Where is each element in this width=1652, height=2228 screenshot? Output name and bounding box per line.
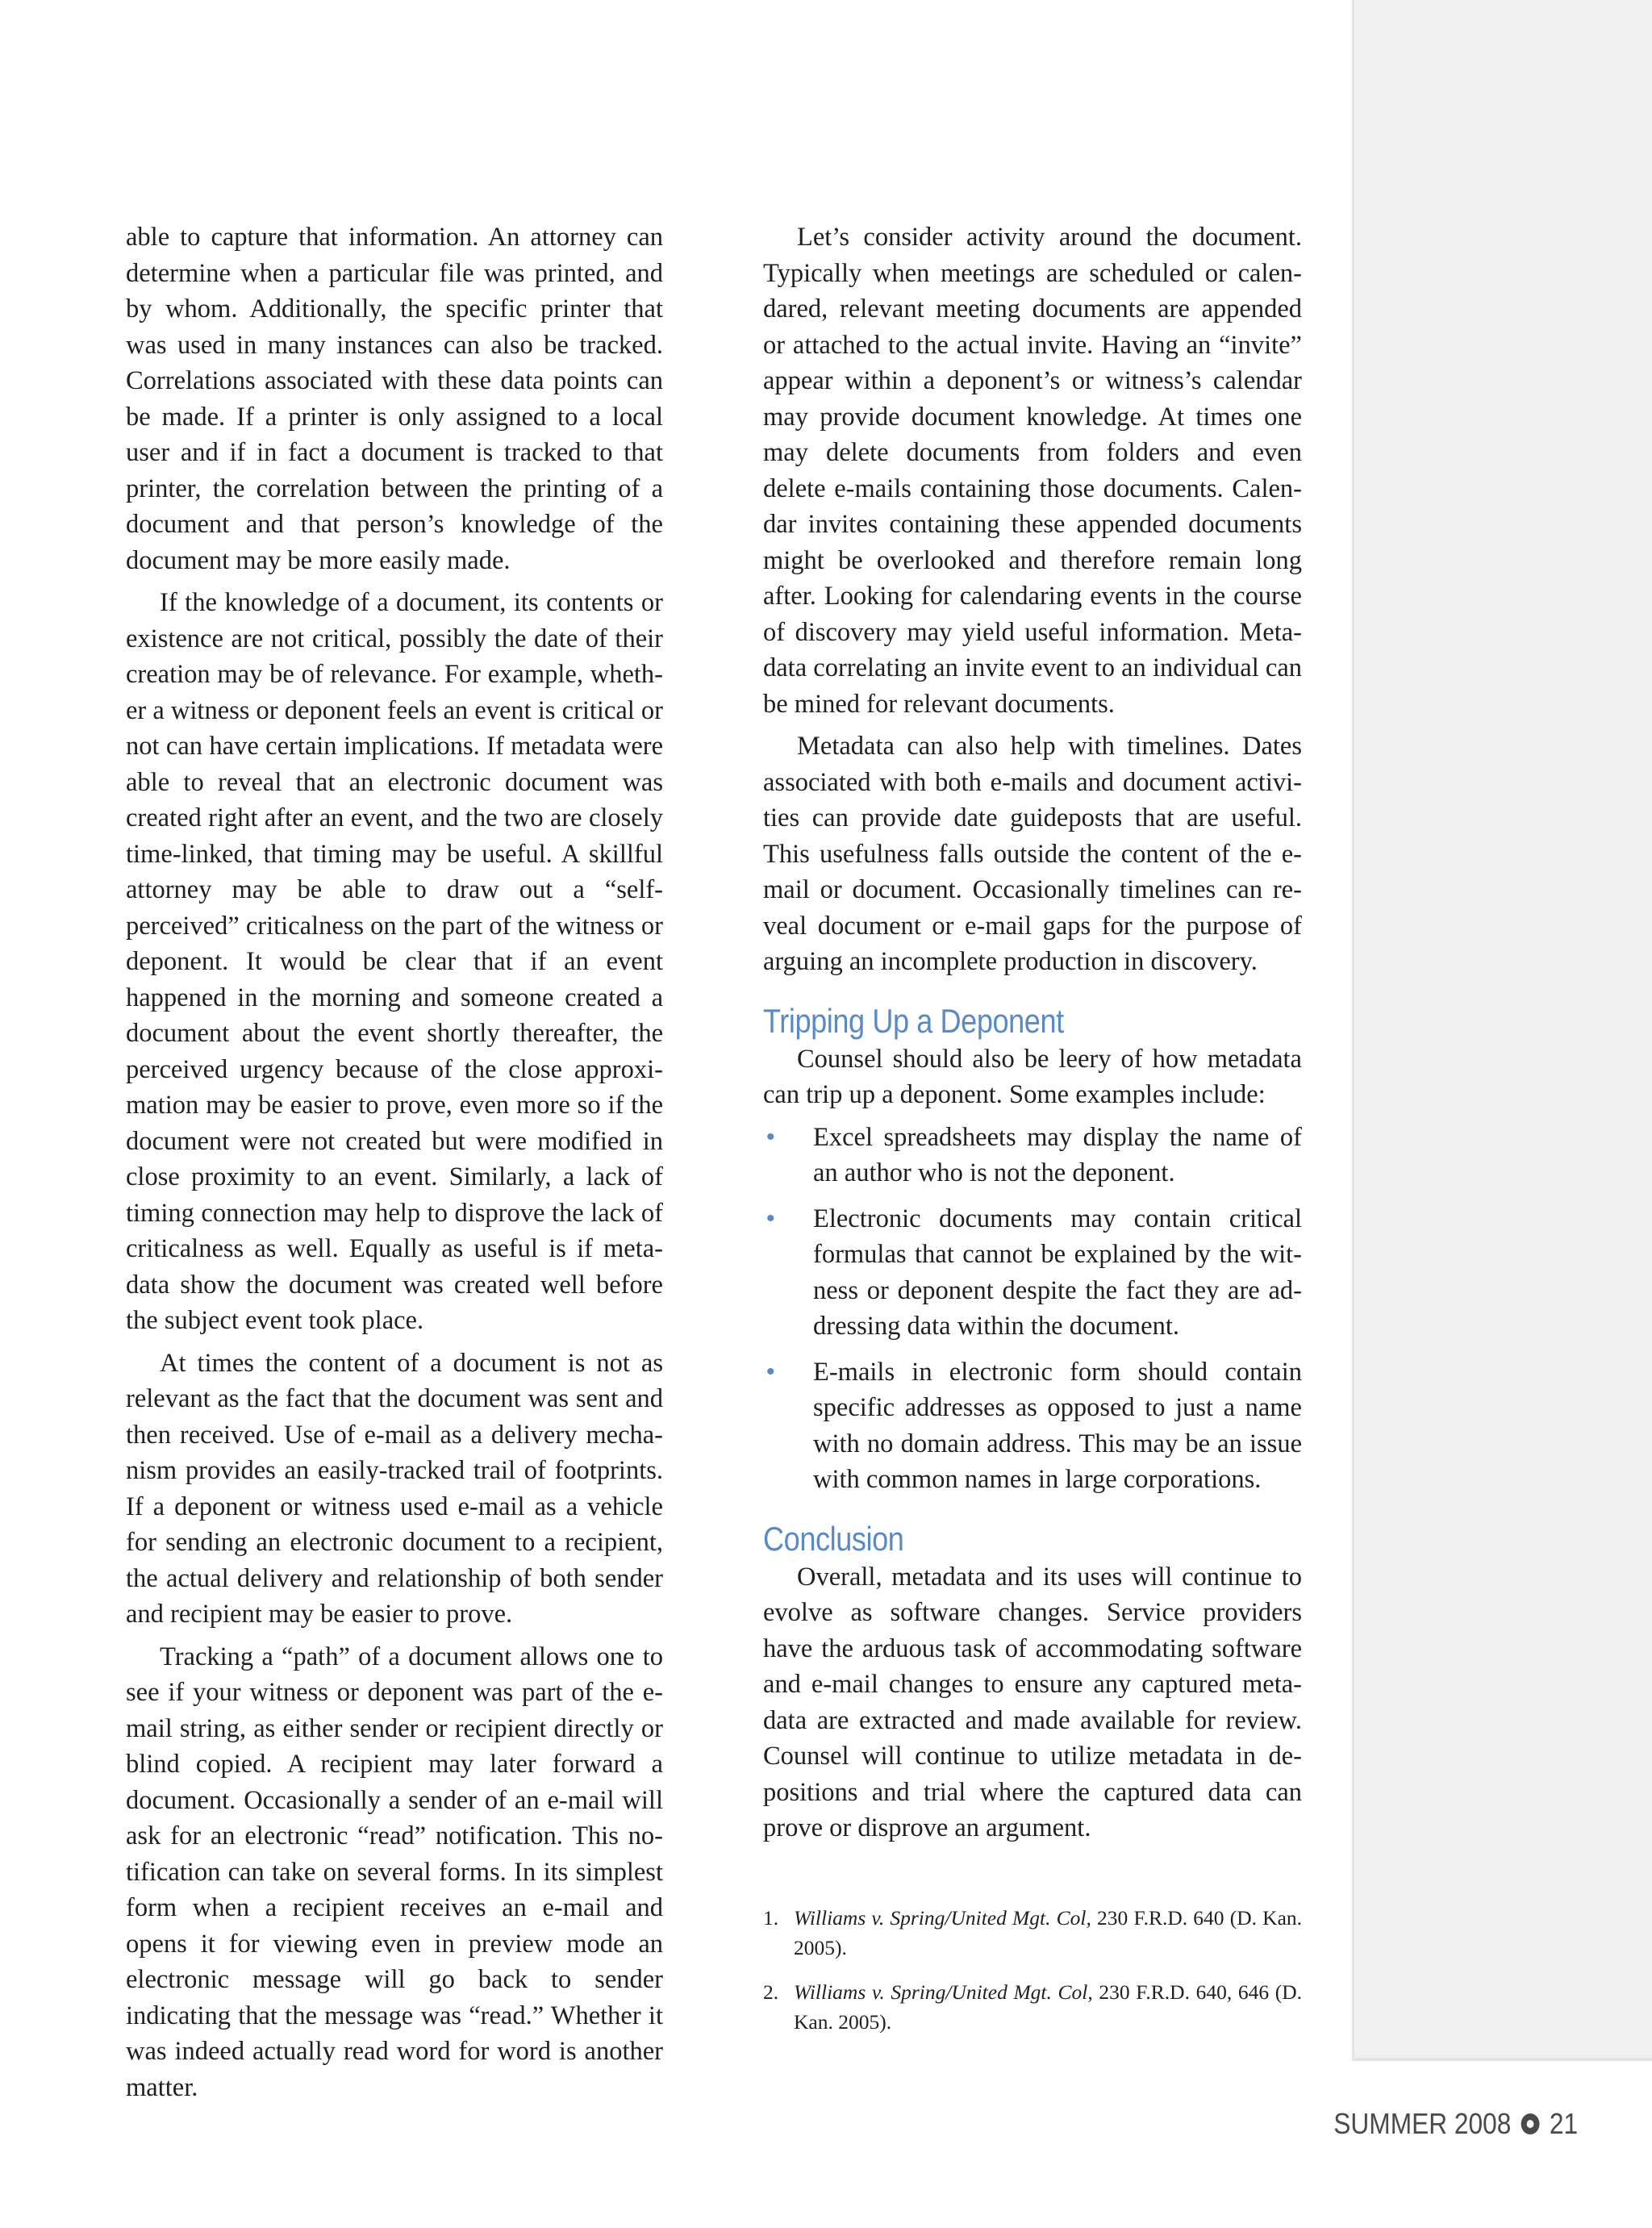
page-footer [1333, 2107, 1578, 2141]
body-paragraph: Tracking a “path” of a document allows one to see if your witness or deponent was part of the e-mail string, as either sender or recipient directly or blind copied. A recipient may later forward a document. Occasionally a sender of an e-mail will ask for an electronic “read” notification. This notification can take on several forms. In its simplest form when a recipient receives an e-mail and opens it for viewing even in preview mode an electronic message will go back to sender indicating that the message was “read.” Whether it was indeed actually read word for word is another matter. [126, 1642, 663, 2102]
footnote-1 [763, 1903, 1302, 1963]
footnotes [763, 1903, 1302, 2037]
footnote-citation: 230 F.R.D. 640 (D. Kan. 2005). [794, 1905, 1303, 1959]
circle-bullet-icon [1521, 2113, 1540, 2134]
list-item [763, 1120, 1302, 1191]
list-item-text: E-mails in electronic form should contain specific addresses as opposed to just a name with no domain address. This may be an issue with common names in large corporations. [813, 1357, 1302, 1494]
list-item [763, 1354, 1302, 1498]
page-number: 21 [1549, 2107, 1578, 2140]
list-item-text: Electronic documents may contain critical formulas that cannot be explained by the witness or deponent despite the fact they are addressing data within the document. [813, 1204, 1302, 1341]
bullet-icon: • [766, 1123, 775, 1150]
section-heading-conclusion: Conclusion [763, 1519, 904, 1558]
bullet-icon: • [766, 1204, 775, 1232]
section-intro-paragraph: Counsel should also be leery of how metadata can trip up a deponent. Some examples include: [763, 1044, 1302, 1109]
footnote-case-name: Williams v. Spring/United Mgt. Col, [794, 1905, 1091, 1930]
body-paragraph: Let’s consider activity around the document. Typically when meetings are scheduled or calendared, relevant meeting documents are appended or attached to the actual invite. Having an “invite” appear within a deponent’s or witness’s calendar may provide document knowledge. At times one may delete documents from folders and even delete e-mails containing those documents. Calendar invites containing these appended documents might be overlooked and therefore remain long after. Looking for calendaring events in the course of discovery may yield useful information. Metadata correlating an invite event to an individual can be mined for relevant documents. [763, 223, 1302, 719]
issue-label: SUMMER 2008 [1333, 2107, 1512, 2140]
footnote-case-name: Williams v. Spring/United Mgt. Col, [794, 1980, 1093, 2004]
right-column [763, 219, 1302, 2051]
footnote-2 [763, 1977, 1302, 2037]
left-column [126, 219, 663, 2112]
footnote-number: 2. [763, 1980, 779, 2004]
body-paragraph: At times the content of a document is not as relevant as the fact that the document was sent and then received. Use of e-mail as a delivery mechanism provides an easily-tracked trail of footprints. If a deponent or witness used e-mail as a vehicle for sending an electronic document to a recipient, the actual delivery and relationship of both sender and recipient may be easier to prove. [126, 1348, 663, 1629]
body-paragraph: able to capture that information. An attorney can determine when a particular file was printed, and by whom. Additionally, the specific printer that was used in many instances can also be tracked. Correlations associated with these data points can be made. If a printer is only assigned to a local user and if in fact a document is tracked to that printer, the correlation between the printing of a document and that person’s knowledge of the document may be more easily made. [126, 223, 663, 575]
footnote-number: 1. [763, 1905, 779, 1930]
examples-bullet-list [763, 1120, 1302, 1498]
footnote-citation: 230 F.R.D. 640, 646 (D. Kan. 2005). [794, 1980, 1303, 2034]
list-item-text: Excel spreadsheets may display the name of an author who is not the deponent. [813, 1122, 1302, 1187]
margin-sidebar-panel [1352, 0, 1652, 2061]
body-paragraph: If the knowledge of a document, its contents or existence are not critical, possibly the date of their creation may be of relevance. For example, whether a witness or deponent feels an event is critical or not can have certain implications. If metadata were able to reveal that an electronic document was created right after an event, and the two are closely time-linked, that timing may be useful. A skillful attorney may be able to draw out a “self-perceived” criticalness on the part of the witness or deponent. It would be clear that if an event happened in the morning and someone created a document about the event shortly thereafter, the perceived urgency because of the close approximation may be easier to prove, even more so if the document were not created but were modified in close proximity to an event. Similarly, a lack of timing connection may help to disprove the lack of criticalness as well. Equally as useful is if metadata show the document was created well before the subject event took place. [126, 588, 663, 1335]
list-item [763, 1201, 1302, 1345]
bullet-icon: • [766, 1358, 775, 1385]
body-paragraph: Metadata can also help with timelines. Dates associated with both e-mails and document activities can provide date guideposts that are useful. This usefulness falls outside the content of the e-mail or document. Occasionally timelines can reveal document or e-mail gaps for the purpose of arguing an incomplete production in discovery. [763, 732, 1302, 976]
conclusion-paragraph: Overall, metadata and its uses will continue to evolve as software changes. Service providers have the arduous task of accommodating software and e-mail changes to ensure any captured metadata are extracted and made available for review. Counsel will continue to utilize metadata in depositions and trial where the captured data can prove or disprove an argument. [763, 1562, 1302, 1842]
section-heading-tripping-up: Tripping Up a Deponent [763, 1001, 1064, 1040]
